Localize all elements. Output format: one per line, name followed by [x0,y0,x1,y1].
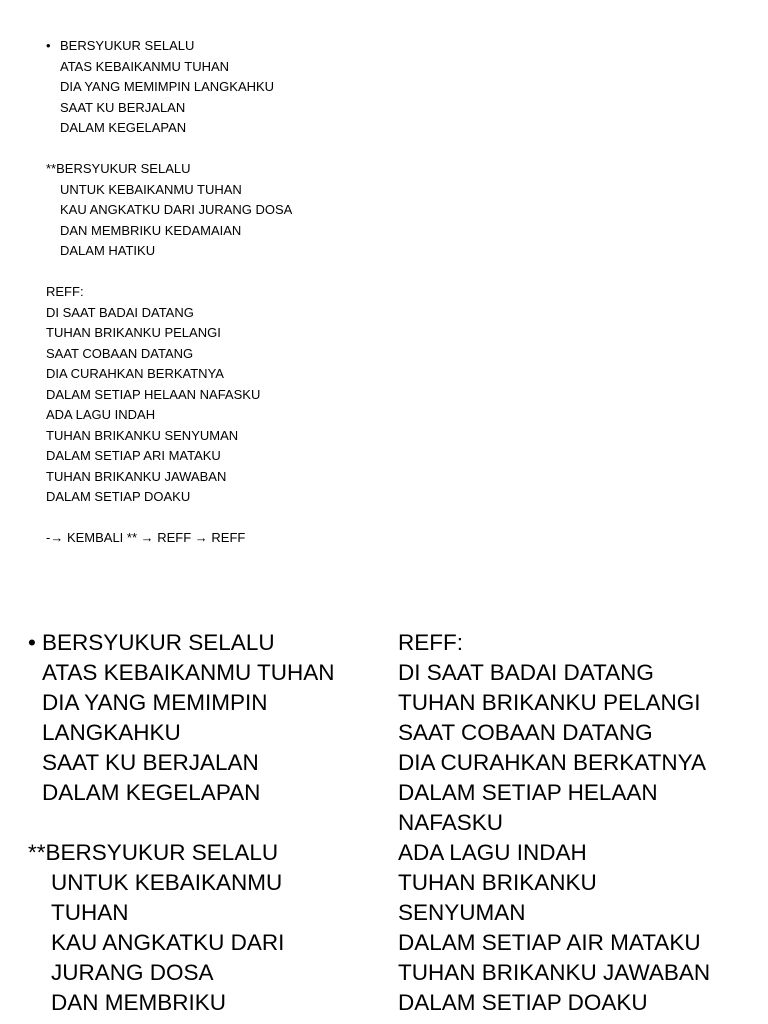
reff-line-6: DALAM SETIAP HELAAN NAFASKU [46,386,261,402]
reff-line-9: DALAM SETIAP ARI MATAKU [46,448,221,463]
reff-line-4: SAAT COBAAN DATANG [398,720,653,745]
lyrics-left-column [28,628,335,1018]
verse2-line-1: **BERSYUKUR SELALU [46,161,191,176]
verse1-line-6: DALAM KEGELAPAN [42,780,261,805]
reff-line-12: TUHAN BRIKANKU JAWABAN [398,960,711,985]
verse2-line-2: UNTUK KEBAIKANMU [51,870,283,895]
verse2-line-2: UNTUK KEBAIKANMU TUHAN [60,181,242,197]
reff-line-1: REFF: [398,630,463,655]
verse2-line-3: KAU ANGKATKU DARI JURANG DOSA [60,202,293,217]
verse1-line-4: LANGKAHKU [42,720,181,745]
verse2-line-1: **BERSYUKUR SELALU [28,840,279,865]
reff-line-6: DALAM SETIAP HELAAN [398,780,658,805]
verse1-line-2: ATAS KEBAIKANMU TUHAN [60,58,230,74]
verse2-line-5: JURANG DOSA [51,960,214,985]
reff-line-8: ADA LAGU INDAH [398,840,587,865]
reff-line-9: TUHAN BRIKANKU [398,870,597,895]
spacer [28,808,335,838]
repeat-instruction: -→ KEMBALI ** → REFF → REFF [46,530,246,545]
verse1-line-1: • BERSYUKUR SELALU [46,36,292,57]
verse2-line-5: DALAM HATIKU [60,243,156,258]
verse2-line-4: DAN MEMBRIKU KEDAMAIAN [60,222,242,238]
reff-line-3: TUHAN BRIKANKU PELANGI [46,325,221,340]
verse1-line-5: SAAT KU BERJALAN [42,750,259,775]
reff-line-3: TUHAN BRIKANKU PELANGI [398,690,701,715]
verse2-line-3: TUHAN [51,900,129,925]
reff-line-1: REFF: [46,284,84,299]
spacer [46,139,292,160]
reff-line-10: TUHAN BRIKANKU JAWABAN [46,468,227,484]
reff-line-5: DIA CURAHKAN BERKATNYA [46,366,224,381]
reff-line-4: SAAT COBAAN DATANG [46,345,194,361]
verse1-line-5: DALAM KEGELAPAN [60,120,187,135]
bullet-icon: • [28,630,36,655]
verse1-line-4: SAAT KU BERJALAN [60,99,186,115]
verse1-line-3: DIA YANG MEMIMPIN [42,690,268,715]
verse1-line-1: • BERSYUKUR SELALU [28,628,335,658]
verse1-line-3: DIA YANG MEMIMPIN LANGKAHKU [60,79,275,94]
spacer [46,508,292,529]
reff-line-5: DIA CURAHKAN BERKATNYA [398,750,706,775]
verse1-line-2: ATAS KEBAIKANMU TUHAN [42,660,335,685]
reff-line-11: DALAM SETIAP DOAKU [46,489,191,504]
bullet-icon: • [46,38,51,53]
reff-line-8: TUHAN BRIKANKU SENYUMAN [46,427,239,443]
reff-line-2: DI SAAT BADAI DATANG [46,304,194,320]
lyrics-summary-block [46,36,292,549]
reff-line-13: DALAM SETIAP DOAKU [398,990,648,1015]
spacer [46,262,292,283]
reff-line-2: DI SAAT BADAI DATANG [398,660,654,685]
reff-line-7: ADA LAGU INDAH [46,407,156,422]
reff-line-10: SENYUMAN [398,900,526,925]
reff-line-11: DALAM SETIAP AIR MATAKU [398,930,701,955]
verse2-line-6: DAN MEMBRIKU [51,990,227,1015]
lyrics-right-column [398,628,710,1018]
verse2-line-4: KAU ANGKATKU DARI [51,930,285,955]
reff-line-7: NAFASKU [398,810,504,835]
